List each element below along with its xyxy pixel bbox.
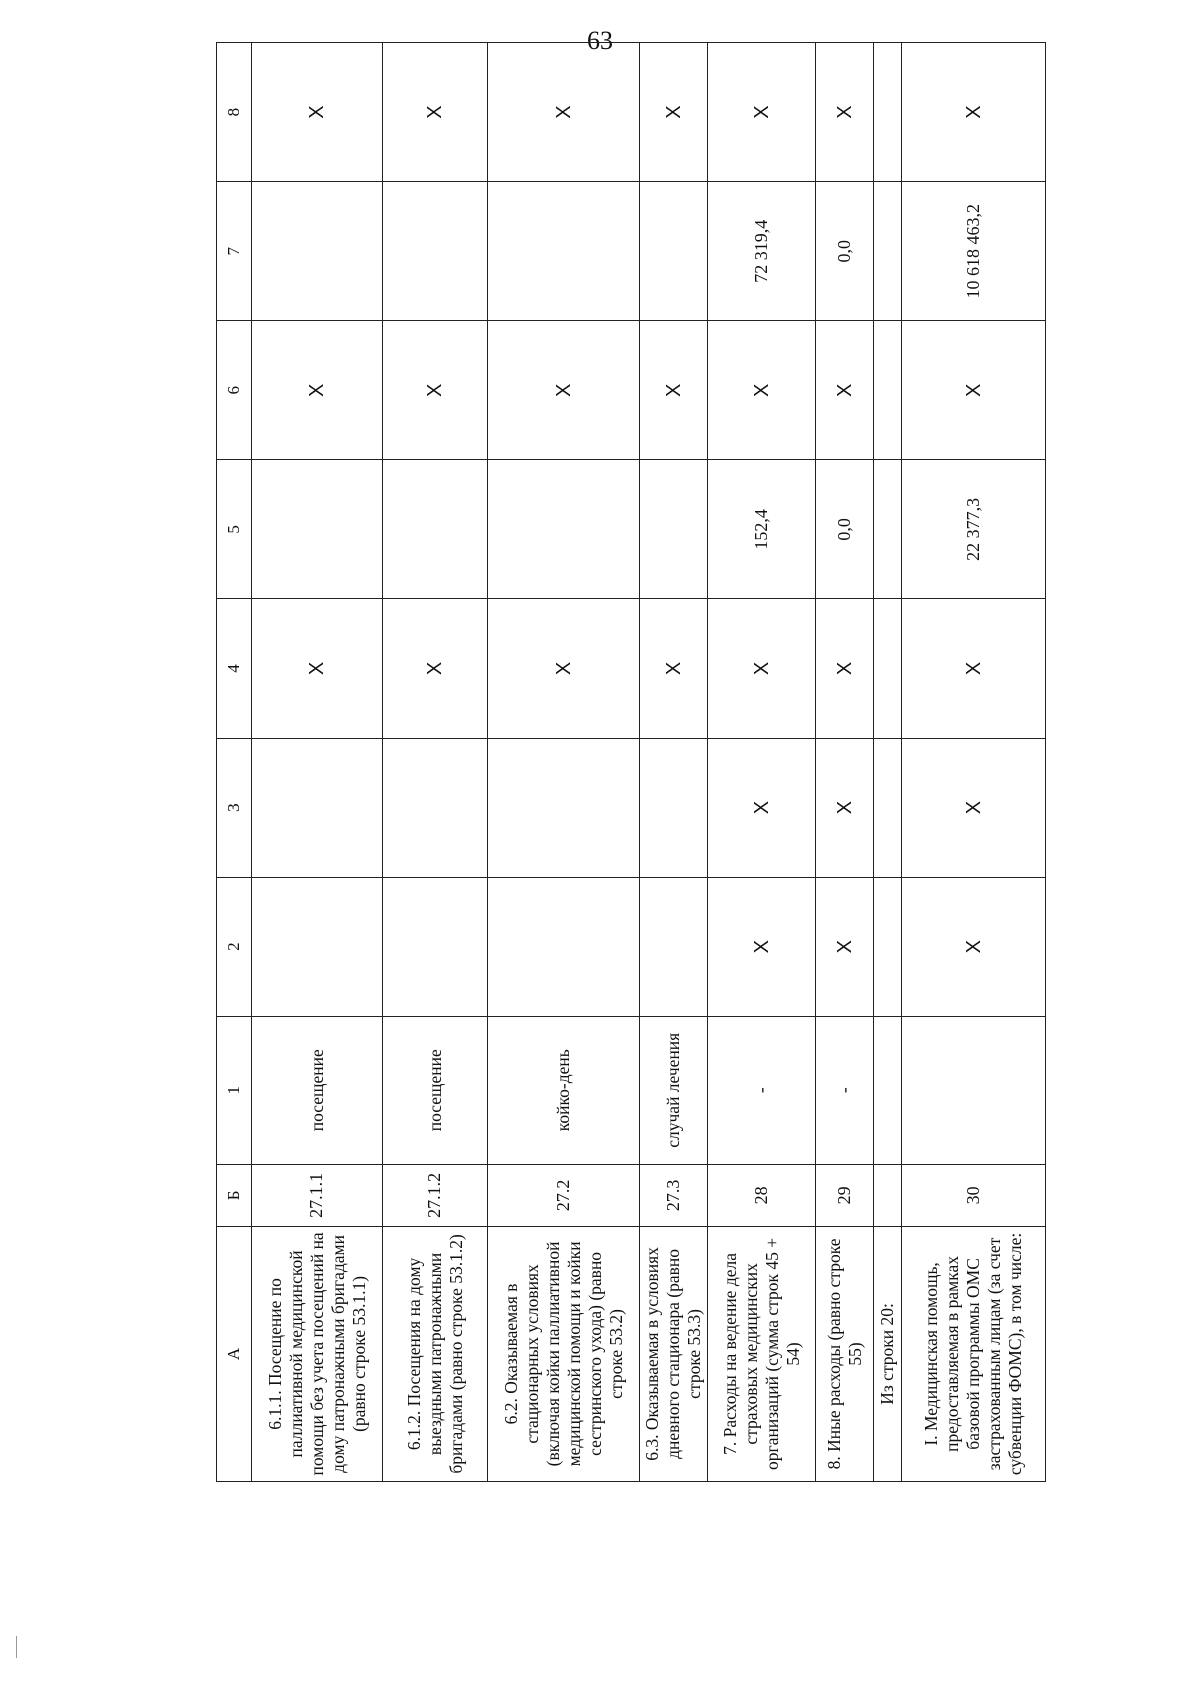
- header-cell-5: 5: [217, 460, 252, 599]
- cell-col-4: [874, 599, 902, 738]
- cell-col-6: X: [708, 321, 816, 460]
- row-description: Из строки 20:: [874, 1226, 902, 1481]
- row-code: 28: [708, 1164, 816, 1226]
- cell-col-3: X: [708, 738, 816, 877]
- row-description: 8. Иные расходы (равно строке 55): [816, 1226, 874, 1481]
- table-row: [640, 43, 708, 1482]
- cell-col-3: [874, 738, 902, 877]
- cell-col-2: [874, 877, 902, 1016]
- cell-col-8: X: [816, 43, 874, 182]
- cell-col-8: X: [902, 43, 1046, 182]
- cell-col-4: X: [640, 599, 708, 738]
- cell-col-6: X: [488, 321, 640, 460]
- cell-col-8: X: [252, 43, 383, 182]
- cell-col-6: X: [640, 321, 708, 460]
- table-row: [383, 43, 488, 1482]
- cell-col-3: [488, 738, 640, 877]
- unit-cell: койко-день: [488, 1016, 640, 1164]
- data-table: [216, 42, 1046, 1482]
- cell-col-5: 22 377,3: [902, 460, 1046, 599]
- cell-col-5: [640, 460, 708, 599]
- header-cell-3: 3: [217, 738, 252, 877]
- header-cell-a: А: [217, 1226, 252, 1481]
- table-row: [252, 43, 383, 1482]
- row-description: I. Медицинская помощь, предоставляемая в рамках базовой программы ОМС застрахованным лицам (за счет субвенции ФОМС), в том числе:: [902, 1226, 1046, 1481]
- cell-col-3: [252, 738, 383, 877]
- unit-cell: [874, 1016, 902, 1164]
- cell-col-3: [640, 738, 708, 877]
- cell-col-2: X: [902, 877, 1046, 1016]
- page-number: 63: [587, 26, 613, 55]
- rotated-table-container: [216, 42, 1048, 1482]
- cell-col-7: [640, 182, 708, 321]
- unit-cell: -: [708, 1016, 816, 1164]
- cell-col-8: X: [708, 43, 816, 182]
- cell-col-6: X: [383, 321, 488, 460]
- cell-col-6: [874, 321, 902, 460]
- cell-col-5: 0,0: [816, 460, 874, 599]
- cell-col-4: X: [816, 599, 874, 738]
- cell-col-3: [383, 738, 488, 877]
- cell-col-6: X: [902, 321, 1046, 460]
- table-row: [708, 43, 816, 1482]
- row-description: 7. Расходы на ведение дела страховых медицинских организаций (сумма строк 45 + 54): [708, 1226, 816, 1481]
- unit-cell: [902, 1016, 1046, 1164]
- header-cell-b: Б: [217, 1164, 252, 1226]
- row-description: 6.2. Оказываемая в стационарных условиях (включая койки паллиативной медицинской помощи и койки сестринского ухода) (равно строке 53.2): [488, 1226, 640, 1481]
- header-cell-4: 4: [217, 599, 252, 738]
- unit-cell: -: [816, 1016, 874, 1164]
- cell-col-7: [488, 182, 640, 321]
- row-description: 6.1.2. Посещения на дому выездными патронажными бригадами (равно строке 53.1.2): [383, 1226, 488, 1481]
- cell-col-8: X: [640, 43, 708, 182]
- cell-col-4: X: [902, 599, 1046, 738]
- cell-col-6: X: [252, 321, 383, 460]
- header-row: [217, 43, 252, 1482]
- unit-cell: посещение: [383, 1016, 488, 1164]
- header-cell-8: 8: [217, 43, 252, 182]
- row-description: 6.1.1. Посещение по паллиативной медицинской помощи без учета посещений на дому патронажными бригадами (равно строке 53.1.1): [252, 1226, 383, 1481]
- cell-col-4: X: [708, 599, 816, 738]
- header-cell-1: 1: [217, 1016, 252, 1164]
- cell-col-2: [383, 877, 488, 1016]
- cell-col-4: X: [383, 599, 488, 738]
- table-row: [816, 43, 874, 1482]
- row-code: 30: [902, 1164, 1046, 1226]
- row-description: 6.3. Оказываемая в условиях дневного стационара (равно строке 53.3): [640, 1226, 708, 1481]
- table-row: [874, 43, 902, 1482]
- header-cell-2: 2: [217, 877, 252, 1016]
- cell-col-5: [252, 460, 383, 599]
- row-code: 27.3: [640, 1164, 708, 1226]
- unit-cell: случай лечения: [640, 1016, 708, 1164]
- cell-col-2: [252, 877, 383, 1016]
- cell-col-8: [874, 43, 902, 182]
- cell-col-5: [383, 460, 488, 599]
- row-code: [874, 1164, 902, 1226]
- header-cell-6: 6: [217, 321, 252, 460]
- cell-col-5: [874, 460, 902, 599]
- cell-col-5: 152,4: [708, 460, 816, 599]
- cell-col-2: X: [708, 877, 816, 1016]
- cell-col-3: X: [816, 738, 874, 877]
- table-row: [902, 43, 1046, 1482]
- row-code: 27.1.1: [252, 1164, 383, 1226]
- row-code: 29: [816, 1164, 874, 1226]
- cell-col-8: X: [383, 43, 488, 182]
- cell-col-2: [640, 877, 708, 1016]
- cell-col-7: 72 319,4: [708, 182, 816, 321]
- unit-cell: посещение: [252, 1016, 383, 1164]
- cell-col-4: X: [252, 599, 383, 738]
- scan-margin-mark: [16, 1636, 17, 1658]
- cell-col-3: X: [902, 738, 1046, 877]
- table-row: [488, 43, 640, 1482]
- cell-col-7: [874, 182, 902, 321]
- cell-col-7: 10 618 463,2: [902, 182, 1046, 321]
- cell-col-4: X: [488, 599, 640, 738]
- cell-col-2: [488, 877, 640, 1016]
- cell-col-8: X: [488, 43, 640, 182]
- row-code: 27.2: [488, 1164, 640, 1226]
- cell-col-7: [252, 182, 383, 321]
- cell-col-7: [383, 182, 488, 321]
- header-cell-7: 7: [217, 182, 252, 321]
- cell-col-6: X: [816, 321, 874, 460]
- row-code: 27.1.2: [383, 1164, 488, 1226]
- cell-col-5: [488, 460, 640, 599]
- cell-col-7: 0,0: [816, 182, 874, 321]
- cell-col-2: X: [816, 877, 874, 1016]
